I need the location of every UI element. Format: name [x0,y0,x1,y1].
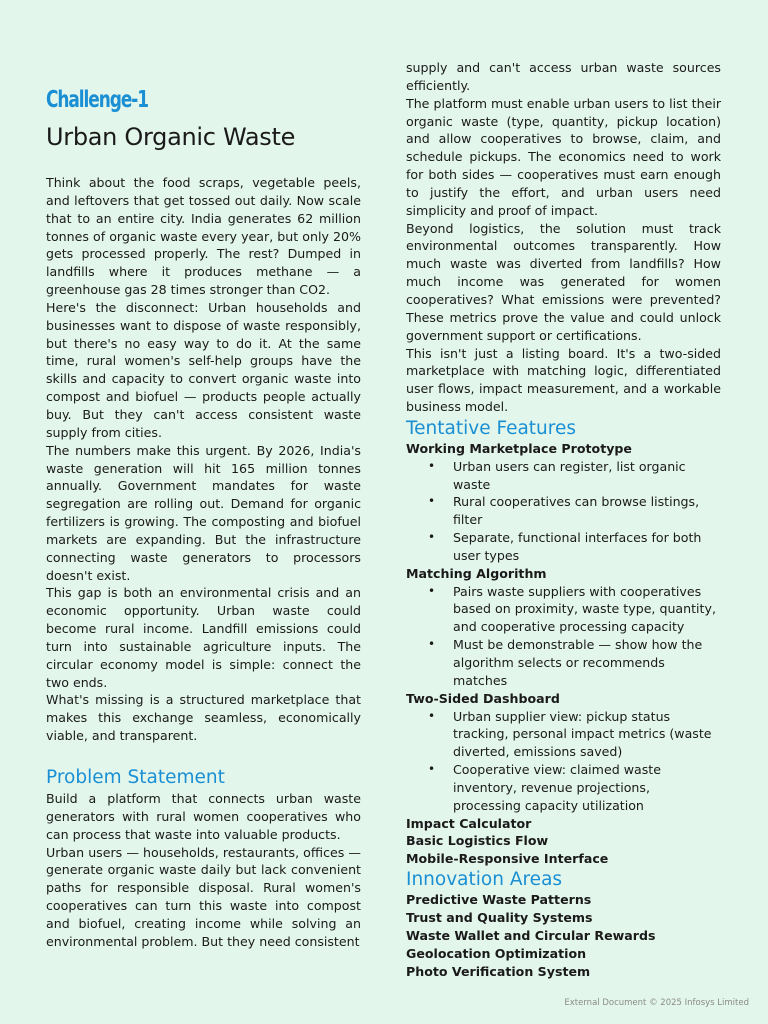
list-item [406,529,721,565]
list-item-text: Urban users can register, list organic waste [453,458,686,492]
marketplace-list [406,458,721,565]
list-item-text: Rural cooperatives can browse listings, filter [453,494,700,528]
bullet-icon: • [428,530,436,545]
feature-impact-calculator: Impact Calculator [406,815,532,831]
innovation-item: Waste Wallet and Circular Rewards [406,927,656,943]
innovation-item: Trust and Quality Systems [406,909,593,925]
list-item [406,583,721,637]
bullet-icon: • [428,583,436,598]
innovation-item: Predictive Waste Patterns [406,892,592,908]
matching-list [406,583,721,690]
list-item-text: Urban supplier view: pickup status tracking, personal impact metrics (waste diverted, emissions saved) [453,708,712,760]
intro-paragraph: Think about the food scraps, vegetable peels, and leftovers that get tossed out daily. Now scale that to an entire city. India generates 62 million tonnes of organic waste every year, but only 20% gets processed properly. The rest? Dumped in landfills where it produces methane — a greenhouse gas 28 times stronger than CO2. [46,175,361,298]
list-item [406,493,721,529]
feature-title-dashboard: Two-Sided Dashboard [406,690,560,706]
feature-mobile-interface: Mobile-Responsive Interface [406,851,609,867]
bullet-icon: • [428,494,436,509]
list-item-text: Separate, functional interfaces for both user types [453,530,702,563]
intro-paragraph: What's missing is a structured marketplace that makes this exchange seamless, economically viable, and transparent. [46,692,361,744]
problem-statement-heading: Problem Statement [46,767,225,788]
list-item [406,636,721,690]
problem-paragraph: The platform must enable urban users to list their organic waste (type, quantity, pickup location) and allow cooperatives to browse, claim, and schedule pickups. The economics need to work for both sides — cooperatives must earn enough to justify the effort, and urban users need simplicity and proof of impact. [406,95,721,218]
list-item [406,708,721,762]
bullet-icon: • [428,637,436,652]
list-item-text: Must be demonstrable — show how the algorithm selects or recommends matches [453,637,703,688]
intro-paragraph: Here's the disconnect: Urban households and businesses want to dispose of waste responsibly, but there's no easy way to do it. At the same time, rural women's self-help groups have the skills and capacity to convert organic waste into compost and biofuel — products people actually buy. But they can't access consistent waste supply from cities. [46,299,361,440]
feature-title-marketplace: Working Marketplace Prototype [406,440,632,456]
innovation-areas-heading: Innovation Areas [406,869,563,891]
problem-statement-body [46,790,361,951]
footer-text: External Document © 2025 Infosys Limited [564,998,749,1008]
feature-title-matching: Matching Algorithm [406,565,547,581]
problem-paragraph: Build a platform that connects urban waste generators with rural women cooperatives who can process that waste into valuable products. [46,791,361,842]
intro-paragraph: This gap is both an environmental crisis and an economic opportunity. Urban waste could become rural income. Landfill emissions could turn into sustainable agriculture inputs. The circular economy model is simple: connect the two ends. [46,585,361,690]
intro-paragraph: The numbers make this urgent. By 2026, India's waste generation will hit 165 million tonnes annually. Government mandates for waste segregation are rolling out. Demand for organic fertilizers is growing. The composting and biofuel markets are expanding. But the infrastructure connecting waste generators to processors doesn't exist. [46,442,361,583]
bullet-icon: • [428,708,436,723]
list-item [406,761,721,815]
right-body [406,59,721,980]
innovation-item: Geolocation Optimization [406,945,587,961]
bullet-icon: • [428,458,436,473]
dashboard-list [406,708,721,815]
problem-paragraph: Urban users — households, restaurants, offices — generate organic waste daily but lack convenient paths for responsible disposal. Rural women's cooperatives can turn this waste into compost and biofuel, creating income while solving an environmental problem. But they need consistent [46,844,361,949]
list-item-text: Cooperative view: claimed waste inventory, revenue projections, processing capacity utilization [453,762,661,813]
feature-logistics-flow: Basic Logistics Flow [406,833,549,849]
tentative-features-heading: Tentative Features [406,417,577,439]
list-item-text: Pairs waste suppliers with cooperatives based on proximity, waste type, quantity, and cooperative processing capacity [453,583,716,635]
page-title: Urban Organic Waste [46,123,296,151]
challenge-label: Challenge-1 [46,87,148,113]
innovation-item: Photo Verification System [406,963,591,979]
bullet-icon: • [428,762,436,777]
problem-paragraph: This isn't just a listing board. It's a two-sided marketplace with matching logic, differentiated user flows, impact measurement, and a workable business model. [406,345,721,415]
list-item [406,458,721,494]
problem-paragraph-continued: supply and can't access urban waste sources efficiently. [406,60,721,93]
intro-section [46,174,361,745]
problem-paragraph: Beyond logistics, the solution must track environmental outcomes transparently. How much waste was diverted from landfills? How much income was generated for women cooperatives? What emissions were prevented? These metrics prove the value and could unlock government support or certifications. [406,220,721,343]
